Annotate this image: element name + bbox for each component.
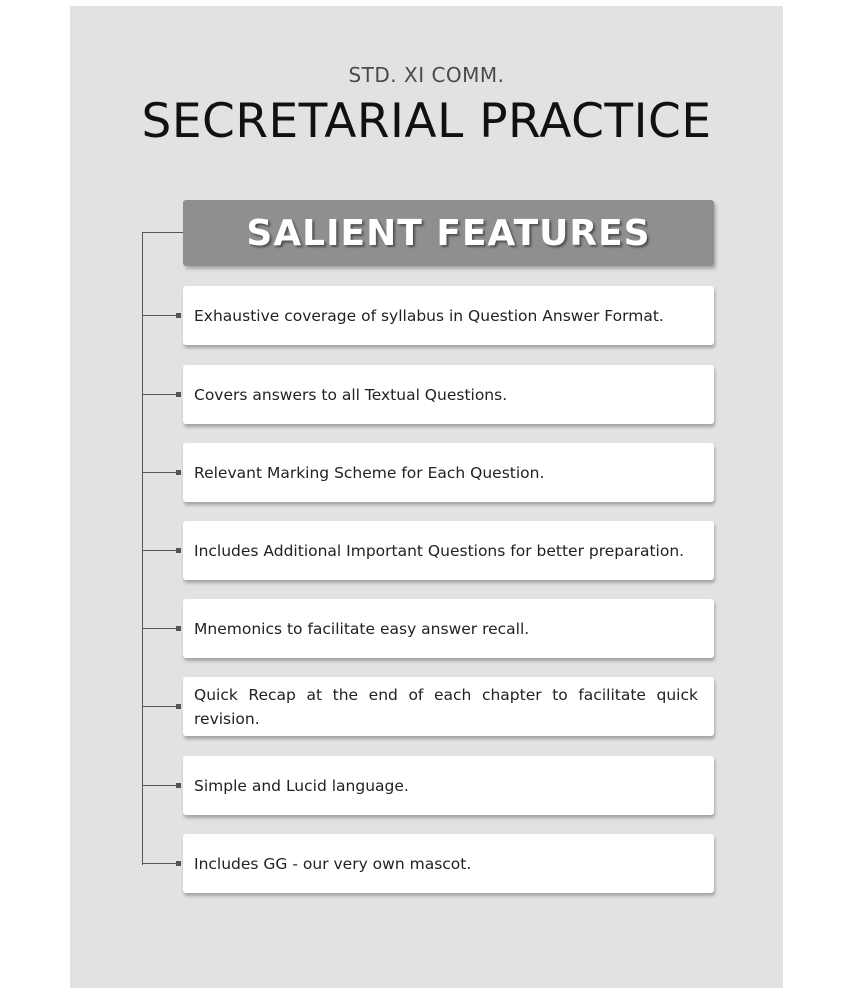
feature-text: Relevant Marking Scheme for Each Question. bbox=[194, 463, 545, 482]
feature-item bbox=[183, 365, 714, 424]
feature-text: Simple and Lucid language. bbox=[194, 776, 409, 795]
bullet-square-icon bbox=[176, 704, 181, 709]
connector-line-heading bbox=[142, 232, 183, 233]
book-title: SECRETARIAL PRACTICE bbox=[141, 94, 712, 149]
connector-line bbox=[142, 550, 177, 551]
bullet-square-icon bbox=[176, 861, 181, 866]
connector-line bbox=[142, 785, 177, 786]
bullet-square-icon bbox=[176, 313, 181, 318]
feature-item bbox=[183, 443, 714, 502]
connector-line bbox=[142, 628, 177, 629]
class-label: STD. XI COMM. bbox=[348, 63, 505, 87]
connector-line bbox=[142, 863, 177, 864]
feature-text: Quick Recap at the end of each chapter to facilitate quick revision. bbox=[194, 685, 698, 728]
bullet-square-icon bbox=[176, 548, 181, 553]
feature-text: Exhaustive coverage of syllabus in Question Answer Format. bbox=[194, 306, 664, 325]
feature-text: Mnemonics to facilitate easy answer recall. bbox=[194, 619, 530, 638]
feature-text: Includes Additional Important Questions for better preparation. bbox=[194, 541, 685, 560]
bullet-square-icon bbox=[176, 626, 181, 631]
salient-features-heading: SALIENT FEATURES bbox=[246, 212, 651, 254]
connector-line bbox=[142, 706, 177, 707]
feature-item bbox=[183, 677, 714, 736]
connector-line bbox=[142, 394, 177, 395]
feature-text: Includes GG - our very own mascot. bbox=[194, 854, 472, 873]
feature-item bbox=[183, 599, 714, 658]
feature-item bbox=[183, 521, 714, 580]
salient-features-heading-box bbox=[183, 200, 714, 266]
connector-line bbox=[142, 315, 177, 316]
connector-line bbox=[142, 472, 177, 473]
feature-item bbox=[183, 834, 714, 893]
bullet-square-icon bbox=[176, 470, 181, 475]
bullet-square-icon bbox=[176, 392, 181, 397]
connector-vertical-line bbox=[142, 232, 143, 865]
bullet-square-icon bbox=[176, 783, 181, 788]
book-back-cover bbox=[70, 6, 783, 988]
feature-item bbox=[183, 756, 714, 815]
feature-item bbox=[183, 286, 714, 345]
feature-text: Covers answers to all Textual Questions. bbox=[194, 385, 508, 404]
